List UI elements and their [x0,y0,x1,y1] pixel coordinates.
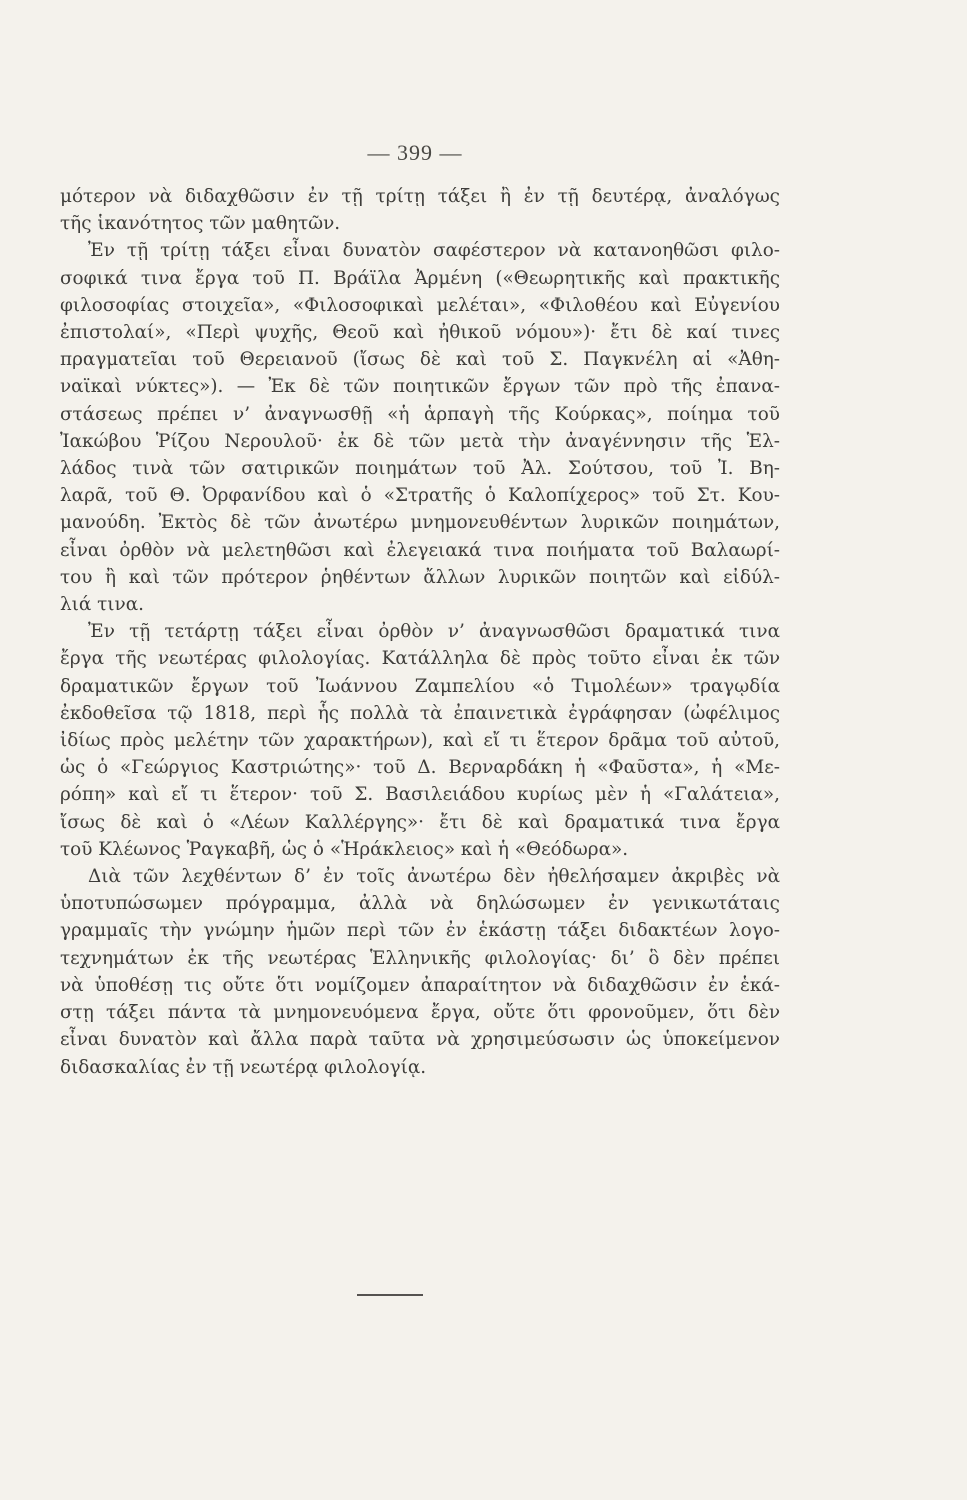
paragraph [60,618,780,863]
paragraph [60,863,780,1081]
text-line: νὰ ὑποθέσῃ τις οὔτε ὅτι νομίζομεν ἀπαραίτητον νὰ διδαχθῶσιν ἐν ἑκά- [60,974,780,996]
text-line: φιλοσοφίας στοιχεῖα», «Φιλοσοφικαὶ μελέται», «Φιλοθέου καὶ Εὐγενίου [60,294,780,316]
text-line: λαρᾶ, τοῦ Θ. Ὀρφανίδου καὶ ὁ «Στρατῆς ὁ Καλοπίχερος» τοῦ Στ. Κου- [60,485,780,507]
text-line: ὡς ὁ «Γεώργιος Καστριώτης»· τοῦ Δ. Βερναρδάκη ἡ «Φαῦστα», ἡ «Με- [60,757,780,779]
text-line: ρόπη» καὶ εἴ τι ἕτερον· τοῦ Σ. Βασιλειάδου κυρίως μὲν ἡ «Γαλάτεια», [60,784,780,806]
text-line: δραματικῶν ἔργων τοῦ Ἰωάννου Ζαμπελίου «ὁ Τιμολέων» τραγῳδία [60,675,780,697]
text-line: τοῦ Κλέωνος Ῥαγκαβῆ, ὡς ὁ «Ἡράκλειος» καὶ ἡ «Θεόδωρα». [60,838,629,860]
text-line: σοφικά τινα ἔργα τοῦ Π. Βράϊλα Ἀρμένη («Θεωρητικῆς καὶ πρακτικῆς [60,267,780,289]
text-line: ἐπιστολαί», «Περὶ ψυχῆς, Θεοῦ καὶ ἠθικοῦ νόμου»)· ἔτι δὲ καί τινες [60,322,780,344]
text-line: Ἐν τῇ τρίτῃ τάξει εἶναι δυνατὸν σαφέστερον νὰ κατανοηθῶσι φιλο- [88,240,780,262]
text-line: διδασκαλίας ἐν τῇ νεωτέρᾳ φιλολογίᾳ. [60,1056,427,1078]
text-line: ἰδίως πρὸς μελέτην τῶν χαρακτήρων), καὶ εἴ τι ἕτερον δρᾶμα τοῦ αὐτοῦ, [60,730,780,752]
end-rule [357,1294,423,1296]
text-line: ἴσως δὲ καὶ ὁ «Λέων Καλλέργης»· ἔτι δὲ καὶ δραματικά τινα ἔργα [60,811,780,833]
text-line: τῆς ἱκανότητος τῶν μαθητῶν. [60,213,341,235]
paragraph [60,183,780,237]
text-line: στάσεως πρέπει ν’ ἀναγνωσθῇ «ἡ ἁρπαγὴ τῆς Κούρκας», ποίημα τοῦ [60,403,780,425]
text-line: πραγματεῖαι τοῦ Θερειανοῦ (ἴσως δὲ καὶ τοῦ Σ. Παγκνέλη αἱ «Ἀθη- [60,349,780,371]
text-line: Διὰ τῶν λεχθέντων δ’ ἐν τοῖς ἀνωτέρω δὲν ἠθελήσαμεν ἀκριβὲς νὰ [88,866,780,888]
text-line: γραμμαῖς τὴν γνώμην ἡμῶν περὶ τῶν ἐν ἑκάστῃ τάξει διδακτέων λογο- [60,920,780,942]
text-line: του ἢ καὶ τῶν πρότερον ῥηθέντων ἄλλων λυρικῶν ποιητῶν καὶ εἰδύλ- [60,566,780,588]
text-line: ἐκδοθεῖσα τῷ 1818, περὶ ἧς πολλὰ τὰ ἐπαινετικὰ ἐγράφησαν (ὠφέλιμος [60,702,780,724]
text-line: ναϊκαὶ νύκτες»). — Ἐκ δὲ τῶν ποιητικῶν ἔργων τῶν πρὸ τῆς ἐπανα- [60,376,780,398]
text-line: τεχνημάτων ἐκ τῆς νεωτέρας Ἑλληνικῆς φιλολογίας· δι’ ὃ δὲν πρέπει [60,947,780,969]
body-text [60,183,780,1081]
text-line: Ἐν τῇ τετάρτῃ τάξει εἶναι ὀρθὸν ν’ ἀναγνωσθῶσι δραματικά τινα [88,621,780,643]
text-line: λάδος τινὰ τῶν σατιρικῶν ποιημάτων τοῦ Ἀλ. Σούτσου, τοῦ Ἰ. Βη- [60,458,780,480]
text-line: εἶναι ὀρθὸν νὰ μελετηθῶσι καὶ ἐλεγειακά τινα ποιήματα τοῦ Βαλαωρί- [60,539,780,561]
text-line: εἶναι δυνατὸν καὶ ἄλλα παρὰ ταῦτα νὰ χρησιμεύσωσιν ὡς ὑποκείμενον [60,1029,780,1051]
page-number: — 399 — [367,140,463,165]
text-line: Ἰακώβου Ῥίζου Νερουλοῦ· ἐκ δὲ τῶν μετὰ τὴν ἀναγέννησιν τῆς Ἑλ- [60,430,780,452]
text-line: μότερον νὰ διδαχθῶσιν ἐν τῇ τρίτῃ τάξει ἢ ἐν τῇ δευτέρᾳ, ἀναλόγως [60,186,780,207]
text-line: στῃ τάξει πάντα τὰ μνημονευόμενα ἔργα, οὔτε ὅτι φρονοῦμεν, ὅτι δὲν [60,1002,780,1024]
text-line: λιά τινα. [60,594,144,616]
paragraph [60,237,780,618]
text-line: ὑποτυπώσωμεν πρόγραμμα, ἀλλὰ νὰ δηλώσωμεν ἐν γενικωτάταις [60,893,780,915]
text-line: ἔργα τῆς νεωτέρας φιλολογίας. Κατάλληλα δὲ πρὸς τοῦτο εἶναι ἐκ τῶν [60,648,780,670]
text-line: μανούδη. Ἐκτὸς δὲ τῶν ἀνωτέρω μνημονευθέντων λυρικῶν ποιημάτων, [60,512,780,534]
